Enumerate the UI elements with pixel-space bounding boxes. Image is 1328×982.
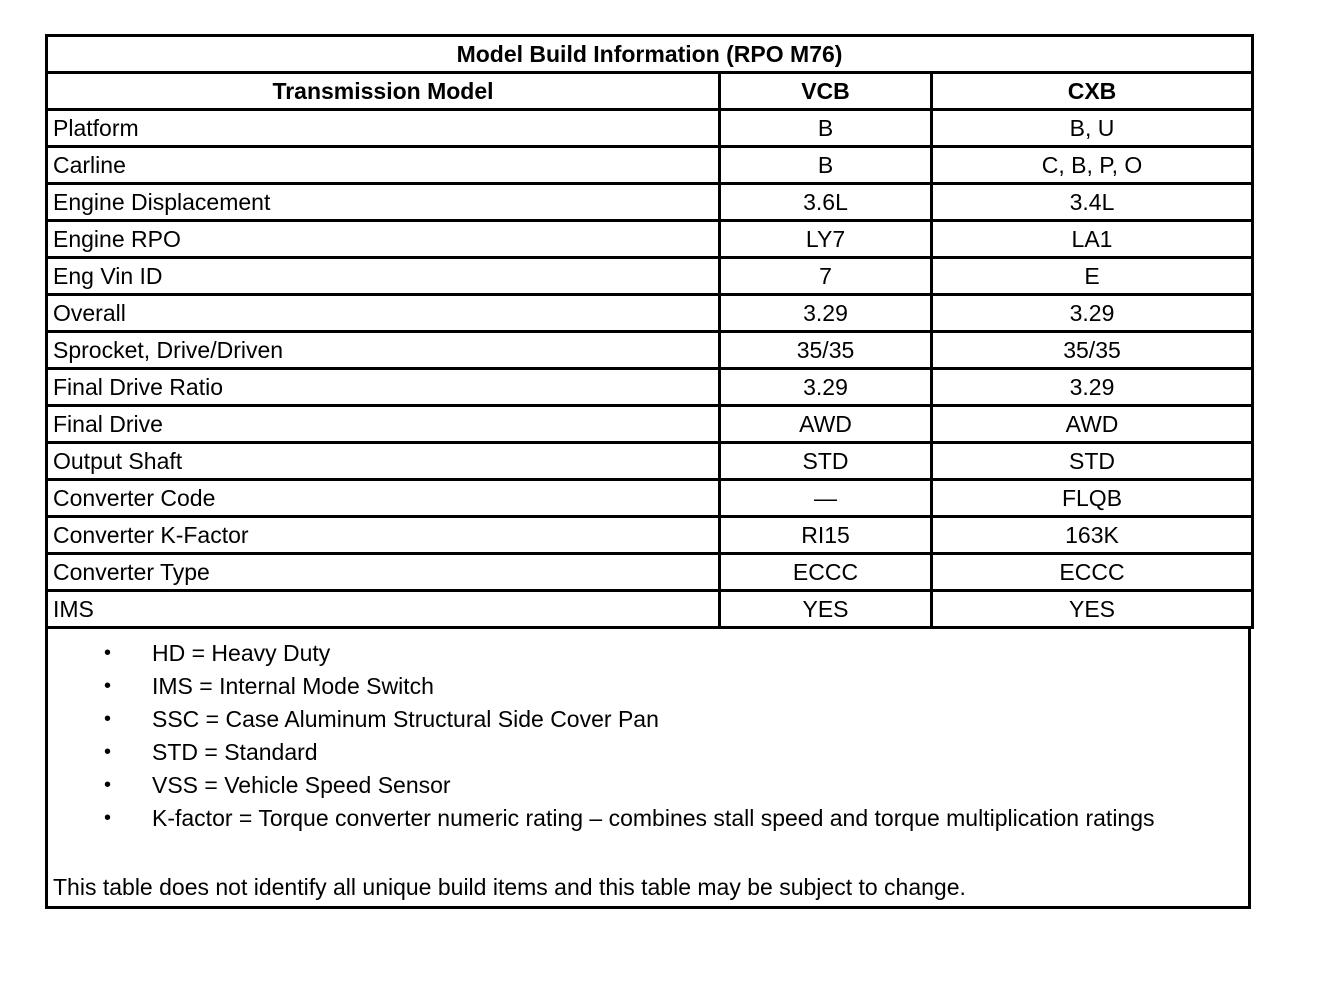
table-row bbox=[47, 147, 1253, 184]
row-value-cxb: B, U bbox=[932, 110, 1253, 147]
list-item-text: SSC = Case Aluminum Structural Side Cover Pan bbox=[152, 706, 659, 732]
row-label: Output Shaft bbox=[47, 443, 720, 480]
table-row bbox=[47, 443, 1253, 480]
row-label: Platform bbox=[47, 110, 720, 147]
table-row bbox=[47, 295, 1253, 332]
table-title: Model Build Information (RPO M76) bbox=[47, 36, 1253, 73]
row-label: Final Drive Ratio bbox=[47, 369, 720, 406]
header-cxb: CXB bbox=[932, 73, 1253, 110]
row-label: Sprocket, Drive/Driven bbox=[47, 332, 720, 369]
row-label: Final Drive bbox=[47, 406, 720, 443]
table-title-row bbox=[47, 36, 1253, 73]
row-value-vcb: ECCC bbox=[720, 554, 932, 591]
row-label: IMS bbox=[47, 591, 720, 628]
bullet-icon: • bbox=[104, 708, 112, 730]
list-item-text: STD = Standard bbox=[152, 739, 318, 765]
row-value-vcb: 3.6L bbox=[720, 184, 932, 221]
row-value-cxb: 3.4L bbox=[932, 184, 1253, 221]
disclaimer-text: This table does not identify all unique build items and this table may be subject to change. bbox=[53, 874, 966, 900]
row-label: Converter K-Factor bbox=[47, 517, 720, 554]
table-body bbox=[47, 110, 1253, 628]
row-label: Engine Displacement bbox=[47, 184, 720, 221]
row-value-cxb: 3.29 bbox=[932, 295, 1253, 332]
row-value-cxb: ECCC bbox=[932, 554, 1253, 591]
bullet-icon: • bbox=[104, 774, 112, 796]
bullet-icon: • bbox=[104, 642, 112, 664]
row-value-vcb: RI15 bbox=[720, 517, 932, 554]
row-value-vcb: 3.29 bbox=[720, 369, 932, 406]
row-value-vcb: YES bbox=[720, 591, 932, 628]
row-label: Eng Vin ID bbox=[47, 258, 720, 295]
table-row bbox=[47, 332, 1253, 369]
model-build-document bbox=[45, 34, 1251, 909]
row-value-vcb: 7 bbox=[720, 258, 932, 295]
row-value-vcb: B bbox=[720, 147, 932, 184]
header-vcb: VCB bbox=[720, 73, 932, 110]
row-label: Converter Code bbox=[47, 480, 720, 517]
table-row bbox=[47, 369, 1253, 406]
row-label: Converter Type bbox=[47, 554, 720, 591]
row-value-cxb: 35/35 bbox=[932, 332, 1253, 369]
table-row bbox=[47, 591, 1253, 628]
header-transmission-model: Transmission Model bbox=[47, 73, 720, 110]
table-row bbox=[47, 517, 1253, 554]
row-value-vcb: 3.29 bbox=[720, 295, 932, 332]
row-value-vcb: STD bbox=[720, 443, 932, 480]
table-row bbox=[47, 110, 1253, 147]
table-header-row bbox=[47, 73, 1253, 110]
list-item-text: IMS = Internal Mode Switch bbox=[152, 673, 434, 699]
row-value-cxb: 163K bbox=[932, 517, 1253, 554]
row-value-vcb: — bbox=[720, 480, 932, 517]
table-row bbox=[47, 554, 1253, 591]
list-item-text: HD = Heavy Duty bbox=[152, 640, 331, 666]
row-value-vcb: AWD bbox=[720, 406, 932, 443]
table-row bbox=[47, 221, 1253, 258]
row-value-cxb: FLQB bbox=[932, 480, 1253, 517]
row-value-cxb: YES bbox=[932, 591, 1253, 628]
row-label: Carline bbox=[47, 147, 720, 184]
bullet-icon: • bbox=[104, 675, 112, 697]
table-row bbox=[47, 406, 1253, 443]
table-row bbox=[47, 258, 1253, 295]
table-row bbox=[47, 184, 1253, 221]
row-label: Overall bbox=[47, 295, 720, 332]
list-item-text: K-factor = Torque converter numeric rating – combines stall speed and torque multiplication ratings bbox=[152, 805, 1155, 831]
notes-box bbox=[45, 629, 1251, 909]
bullet-icon: • bbox=[104, 807, 112, 829]
row-value-cxb: 3.29 bbox=[932, 369, 1253, 406]
row-value-vcb: 35/35 bbox=[720, 332, 932, 369]
bullet-icon: • bbox=[104, 741, 112, 763]
row-value-vcb: LY7 bbox=[720, 221, 932, 258]
model-build-table bbox=[45, 34, 1254, 629]
row-value-cxb: E bbox=[932, 258, 1253, 295]
row-value-cxb: LA1 bbox=[932, 221, 1253, 258]
row-value-cxb: STD bbox=[932, 443, 1253, 480]
row-value-cxb: AWD bbox=[932, 406, 1253, 443]
row-label: Engine RPO bbox=[47, 221, 720, 258]
row-value-vcb: B bbox=[720, 110, 932, 147]
table-row bbox=[47, 480, 1253, 517]
list-item-text: VSS = Vehicle Speed Sensor bbox=[152, 772, 451, 798]
row-value-cxb: C, B, P, O bbox=[932, 147, 1253, 184]
